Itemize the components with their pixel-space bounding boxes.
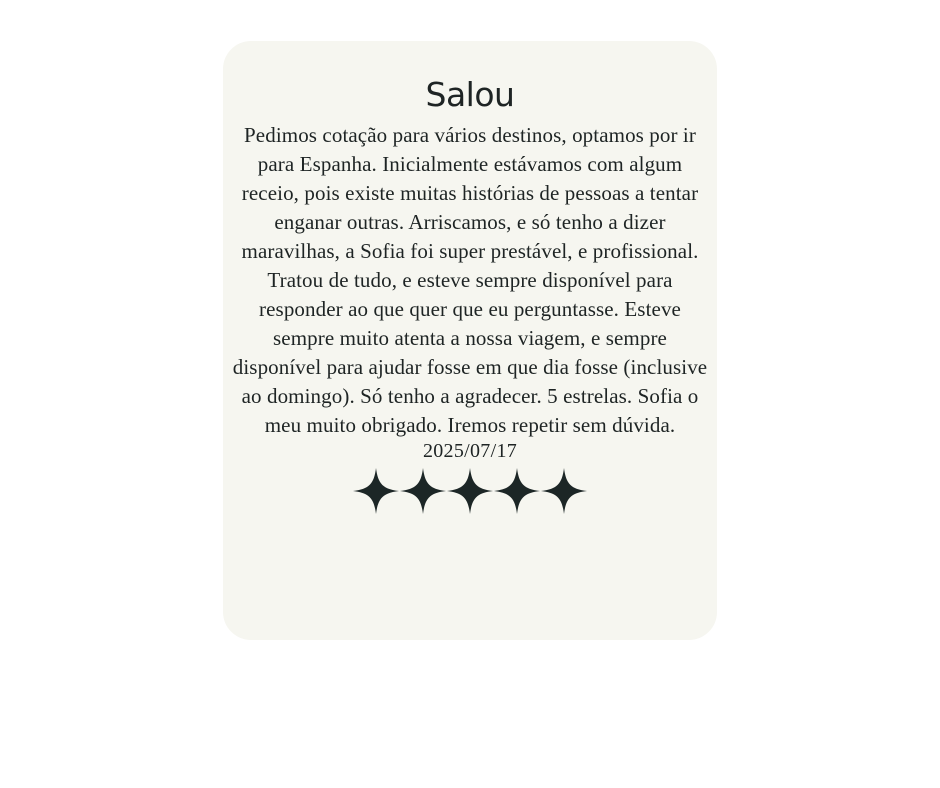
star-rating <box>223 468 717 514</box>
review-date: 2025/07/17 <box>422 440 518 462</box>
star-icon <box>353 468 399 514</box>
star-icon <box>494 468 540 514</box>
review-title: Salou <box>425 75 515 114</box>
star-icon <box>400 468 446 514</box>
review-text: Pedimos cotação para vários destinos, optamos por ir para Espanha. Inicialmente estávamos com algum receio, pois existe muitas histórias de pessoas a tentar enganar outras. Arriscamos, e só tenho a dizer maravilhas, a Sofia foi super prestável, e profissional. Tratou de tudo, e esteve sempre disponível para responder ao que quer que eu perguntasse. Esteve sempre muito atenta a nossa viagem, e sempre disponível para ajudar fosse em que dia fosse (inclusive ao domingo). Só tenho a agradecer. 5 estrelas. Sofia o meu muito obrigado. Iremos repetir sem dúvida. <box>232 123 708 437</box>
star-icon <box>447 468 493 514</box>
review-card <box>223 41 717 640</box>
star-icon <box>541 468 587 514</box>
